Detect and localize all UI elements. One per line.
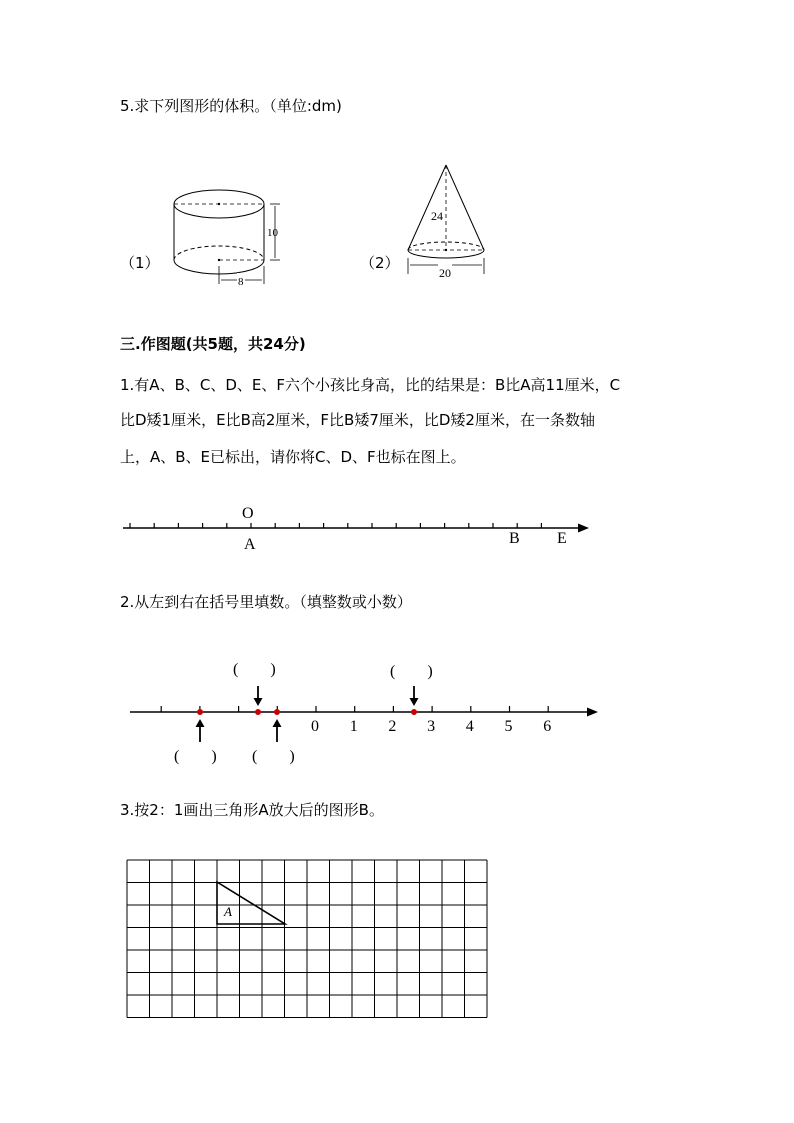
q2-title: 2.从左到右在括号里填数。（填整数或小数） — [120, 593, 412, 611]
tick-label: 1 — [349, 718, 358, 735]
q3-title: 3.按2：1画出三角形A放大后的图形B。 — [120, 801, 384, 819]
tick-label: 4 — [465, 718, 474, 735]
cone-height-label: 24 — [431, 209, 443, 223]
cylinder-height-label: 10 — [267, 227, 278, 239]
q1-line-3: 上，A、B、E已标出，请你将C、D、F也标在图上。 — [120, 448, 466, 466]
answer-blank-bottom-mid[interactable]: ( ) — [252, 748, 295, 765]
q1-line-1: 1.有A、B、C、D、E、F六个小孩比身高，比的结果是：B比A高11厘米，C — [120, 376, 621, 394]
point-b-label: B — [509, 530, 520, 547]
answer-blank-top-left[interactable]: ( ) — [233, 661, 276, 678]
q5-title: 5.求下列图形的体积。（单位:dm) — [120, 97, 342, 115]
q1-line-2: 比D矮1厘米，E比B高2厘米，F比B矮7厘米，比D矮2厘米，在一条数轴 — [120, 411, 595, 429]
answer-blank-top-right[interactable]: ( ) — [390, 663, 433, 680]
tick-label: 5 — [504, 718, 513, 735]
figure-2-label: （2） — [360, 254, 400, 272]
tick-label: 6 — [543, 718, 552, 735]
triangle-a-label: A — [224, 904, 232, 919]
point-a-label: A — [244, 536, 256, 553]
section-heading: 三.作图题(共5题，共24分) — [120, 335, 306, 353]
cone-diameter-label: 20 — [439, 266, 451, 280]
tick-label: 3 — [427, 718, 436, 735]
tick-label: 0 — [311, 718, 319, 735]
cylinder-radius-label: 8 — [237, 273, 245, 291]
point-e-label: E — [557, 530, 567, 547]
tick-label: 2 — [388, 718, 397, 735]
figure-1-label: （1） — [120, 254, 160, 272]
origin-label: O — [242, 505, 254, 522]
answer-blank-bottom-left[interactable]: ( ) — [174, 748, 217, 765]
